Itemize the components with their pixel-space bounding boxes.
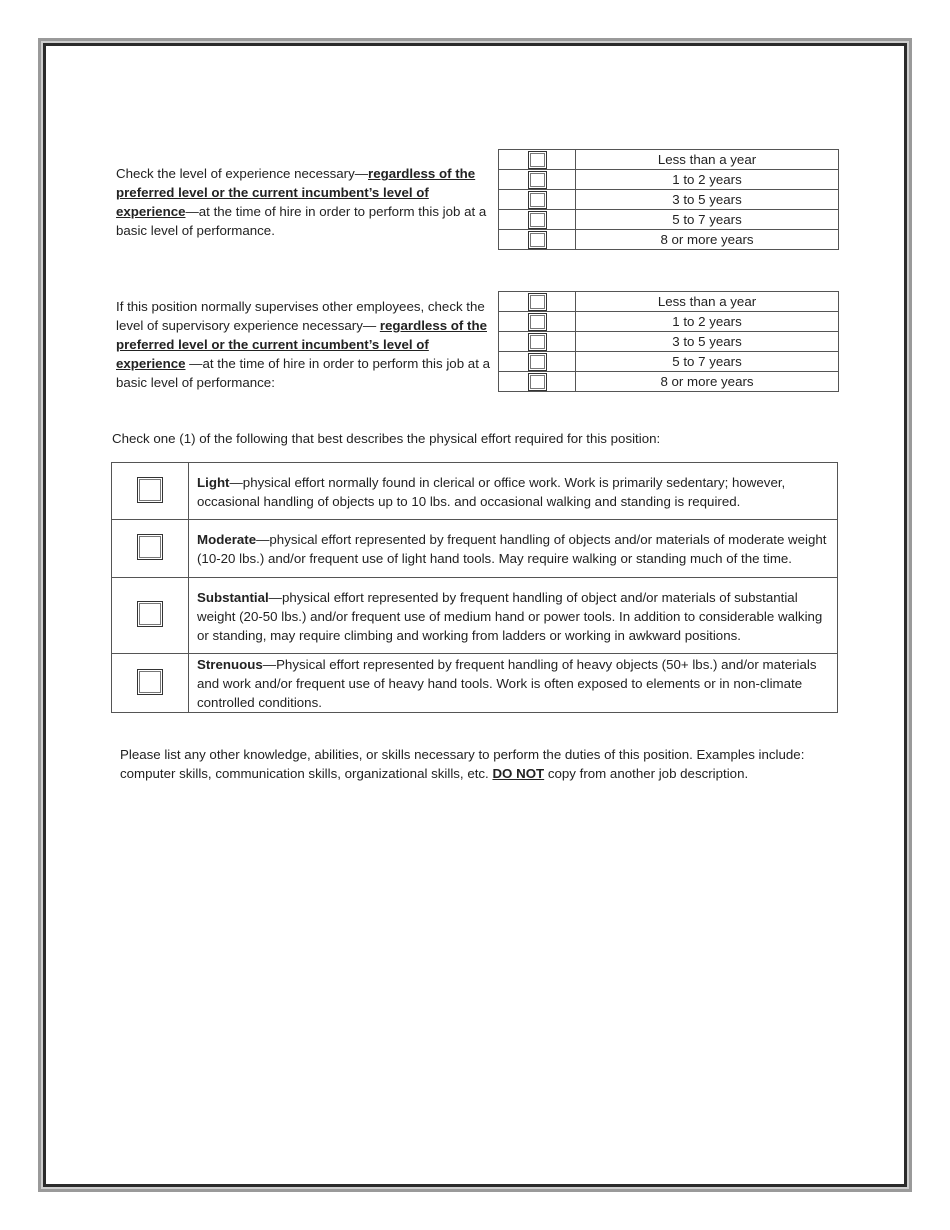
experience-options-table — [498, 149, 839, 250]
experience-option-label: 3 to 5 years — [576, 190, 839, 210]
physical-effort-title: Substantial — [197, 589, 269, 605]
skills-text-pre: Please list any other knowledge, abilities, or skills necessary to perform the duties of this position. Examples include: computer skills, communication skills, organizational skills, etc. — [120, 747, 805, 781]
supervisory-option-label: 3 to 5 years — [576, 332, 839, 352]
physical-effort-row[interactable] — [112, 654, 838, 713]
physical-effort-checkbox[interactable] — [137, 601, 163, 627]
experience-question — [116, 164, 494, 240]
experience-text-emphasis: regardless of the preferred level or the current incumbent’s level of experience — [116, 166, 476, 219]
experience-option-row[interactable] — [499, 230, 839, 250]
supervisory-option-label: 1 to 2 years — [576, 312, 839, 332]
supervisory-option-row[interactable] — [499, 292, 839, 312]
supervisory-text-pre: If this position normally supervises other employees, check the level of supervisory experience necessary— — [116, 299, 485, 333]
supervisory-option-row[interactable] — [499, 332, 839, 352]
physical-effort-text: —Physical effort represented by frequent handling of heavy objects (50+ lbs.) and/or materials and work and/or frequent use of heavy hand tools. Work is often exposed to elements or in non-climate controlled conditions. — [197, 657, 817, 710]
experience-option-label: Less than a year — [576, 150, 839, 170]
experience-checkbox[interactable] — [528, 171, 547, 189]
experience-option-row[interactable] — [499, 210, 839, 230]
supervisory-option-row[interactable] — [499, 352, 839, 372]
experience-checkbox[interactable] — [528, 151, 547, 169]
supervisory-question — [116, 297, 494, 392]
supervisory-option-label: 5 to 7 years — [576, 352, 839, 372]
physical-effort-row[interactable] — [112, 578, 838, 654]
skills-text-post: copy from another job description. — [544, 766, 749, 781]
experience-option-label: 1 to 2 years — [576, 170, 839, 190]
skills-prompt — [120, 745, 832, 783]
supervisory-text-post: —at the time of hire in order to perform this job at a basic level of performance: — [116, 356, 490, 390]
physical-effort-text: —physical effort represented by frequent handling of object and/or materials of substantial weight (20-50 lbs.) and/or frequent use of medium hand or power tools. In addition to considerable walking or standing, may require climbing and working from ladders or working in awkward positions. — [197, 589, 823, 643]
physical-effort-text: —physical effort represented by frequent handling of objects and/or materials of moderate weight (10-20 lbs.) and/or frequent use of light hand tools. May require walking or standing much of the time. — [197, 532, 827, 566]
physical-effort-row[interactable] — [112, 463, 838, 520]
experience-option-label: 8 or more years — [576, 230, 839, 250]
physical-effort-table — [111, 462, 838, 713]
experience-checkbox[interactable] — [528, 231, 547, 249]
supervisory-option-row[interactable] — [499, 372, 839, 392]
supervisory-checkbox[interactable] — [528, 313, 547, 331]
experience-text-post: —at the time of hire in order to perform this job at a basic level of performance. — [116, 204, 487, 238]
experience-text-pre: Check the level of experience necessary— — [116, 166, 369, 181]
experience-option-label: 5 to 7 years — [576, 210, 839, 230]
physical-effort-description — [189, 463, 838, 520]
supervisory-checkbox[interactable] — [528, 373, 547, 391]
physical-effort-prompt: Check one (1) of the following that best describes the physical effort required for this position: — [112, 431, 661, 446]
physical-effort-title: Light — [197, 474, 230, 490]
physical-effort-checkbox[interactable] — [137, 534, 163, 560]
physical-effort-row[interactable] — [112, 520, 838, 578]
supervisory-options-table — [498, 291, 839, 392]
physical-effort-description — [189, 654, 838, 713]
physical-effort-description — [189, 578, 838, 654]
skills-text-emphasis: DO NOT — [492, 766, 545, 781]
supervisory-checkbox[interactable] — [528, 353, 547, 371]
supervisory-checkbox[interactable] — [528, 333, 547, 351]
physical-effort-description — [189, 520, 838, 578]
supervisory-text-emphasis: regardless of the preferred level or the current incumbent’s level of experience — [116, 318, 487, 371]
experience-option-row[interactable] — [499, 170, 839, 190]
physical-effort-title: Strenuous — [197, 657, 263, 672]
experience-option-row[interactable] — [499, 190, 839, 210]
supervisory-option-label: Less than a year — [576, 292, 839, 312]
physical-effort-checkbox[interactable] — [137, 477, 163, 503]
experience-checkbox[interactable] — [528, 191, 547, 209]
supervisory-option-row[interactable] — [499, 312, 839, 332]
experience-checkbox[interactable] — [528, 211, 547, 229]
supervisory-option-label: 8 or more years — [576, 372, 839, 392]
physical-effort-checkbox[interactable] — [137, 669, 163, 695]
supervisory-checkbox[interactable] — [528, 293, 547, 311]
physical-effort-title: Moderate — [197, 532, 257, 547]
physical-effort-text: —physical effort normally found in clerical or office work. Work is primarily sedentary; however, occasional handling of objects up to 10 lbs. and occasional walking and standing is required. — [197, 474, 786, 509]
experience-option-row[interactable] — [499, 150, 839, 170]
